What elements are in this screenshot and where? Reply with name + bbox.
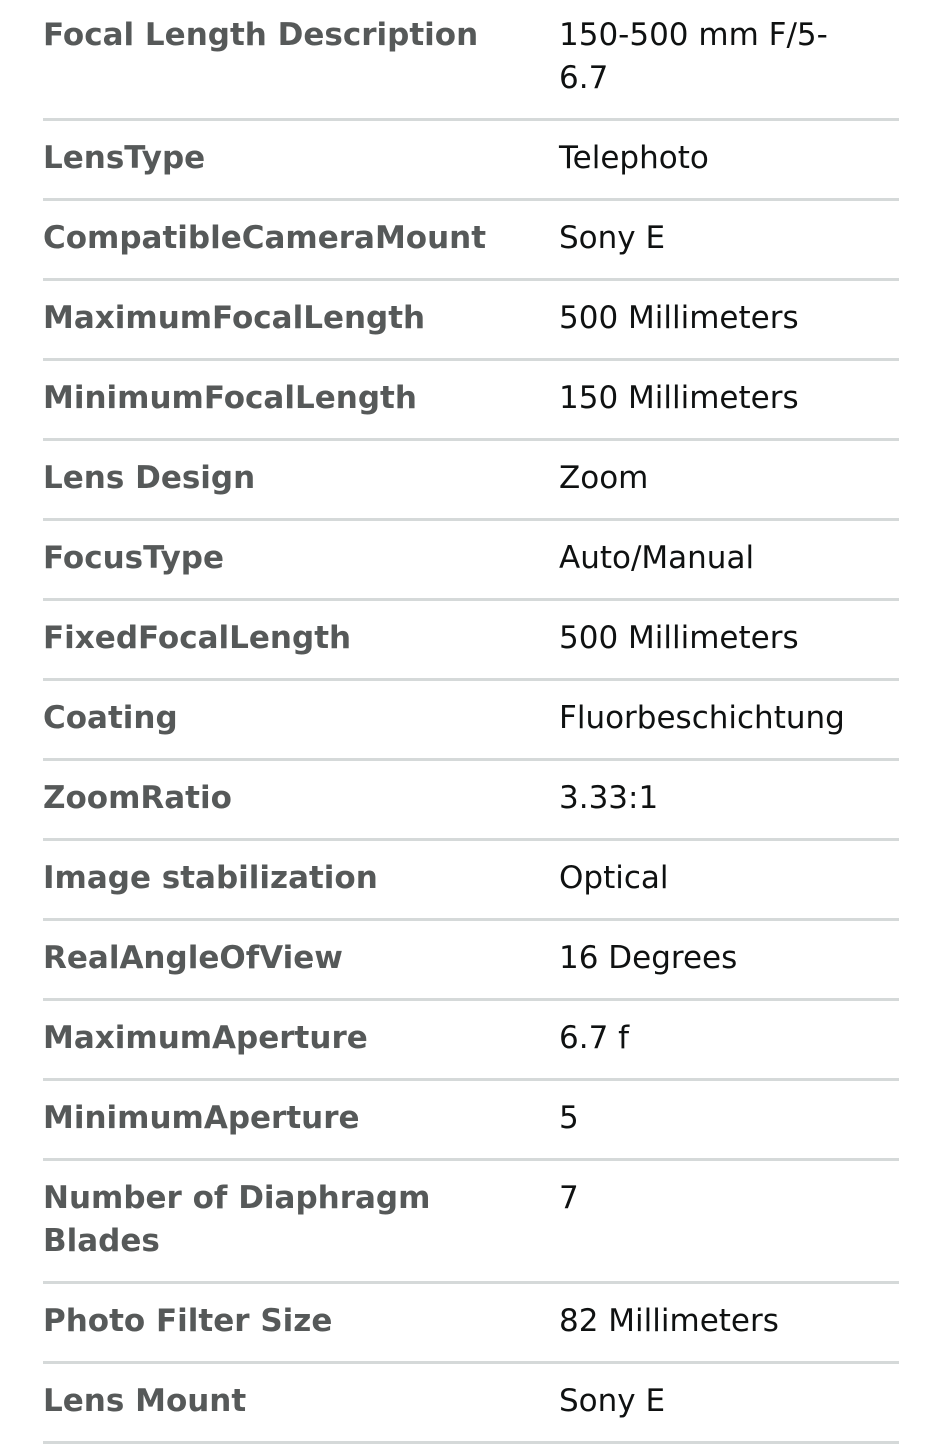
spec-value: Fluorbeschichtung <box>559 700 845 736</box>
spec-value: 150 Millimeters <box>559 380 799 416</box>
spec-row-maximum-aperture <box>43 1001 899 1081</box>
spec-label: RealAngleOfView <box>43 940 343 976</box>
spec-label: MinimumAperture <box>43 1100 360 1136</box>
spec-row-photo-filter-size <box>43 1284 899 1364</box>
spec-row-real-angle-of-view <box>43 921 899 1001</box>
spec-row-minimum-aperture <box>43 1081 899 1161</box>
spec-value: 7 <box>559 1180 579 1216</box>
spec-value: 5 <box>559 1100 579 1136</box>
spec-value: 500 Millimeters <box>559 300 799 336</box>
spec-value: 150-500 mm F/5-6.7 <box>559 17 828 96</box>
spec-label: FixedFocalLength <box>43 620 352 656</box>
spec-row-image-stabilization <box>43 841 899 921</box>
spec-label: Focal Length Description <box>43 17 479 53</box>
spec-label: ZoomRatio <box>43 780 232 816</box>
spec-row-zoom-ratio <box>43 761 899 841</box>
spec-row-minimum-focal-length <box>43 361 899 441</box>
spec-row-lens-type <box>43 121 899 201</box>
spec-label: Lens Mount <box>43 1383 247 1419</box>
spec-label: Lens Design <box>43 460 256 496</box>
spec-label: MaximumAperture <box>43 1020 368 1056</box>
spec-value: 500 Millimeters <box>559 620 799 656</box>
product-specifications-table <box>43 0 899 1444</box>
spec-label: Photo Filter Size <box>43 1303 333 1339</box>
spec-value: Sony E <box>559 220 666 256</box>
spec-value: 3.33:1 <box>559 780 659 816</box>
spec-row-lens-mount <box>43 1364 899 1444</box>
spec-row-maximum-focal-length <box>43 281 899 361</box>
spec-row-focal-length-description <box>43 0 899 121</box>
spec-label: Image stabilization <box>43 860 378 896</box>
spec-label: CompatibleCameraMount <box>43 220 487 256</box>
spec-value: Auto/Manual <box>559 540 755 576</box>
spec-row-fixed-focal-length <box>43 601 899 681</box>
spec-row-lens-design <box>43 441 899 521</box>
spec-value: 82 Millimeters <box>559 1303 779 1339</box>
spec-label: MaximumFocalLength <box>43 300 426 336</box>
spec-label: MinimumFocalLength <box>43 380 417 416</box>
spec-row-focus-type <box>43 521 899 601</box>
spec-row-coating <box>43 681 899 761</box>
spec-value: Sony E <box>559 1383 666 1419</box>
spec-value: Telephoto <box>559 140 709 176</box>
spec-value: 6.7 f <box>559 1020 630 1056</box>
spec-value: 16 Degrees <box>559 940 738 976</box>
spec-row-diaphragm-blades <box>43 1161 899 1284</box>
spec-label: FocusType <box>43 540 225 576</box>
spec-label: LensType <box>43 140 206 176</box>
spec-row-compatible-camera-mount <box>43 201 899 281</box>
spec-value: Optical <box>559 860 669 896</box>
spec-label: Coating <box>43 700 178 736</box>
spec-value: Zoom <box>559 460 649 496</box>
spec-label: Number of Diaphragm Blades <box>43 1180 431 1259</box>
